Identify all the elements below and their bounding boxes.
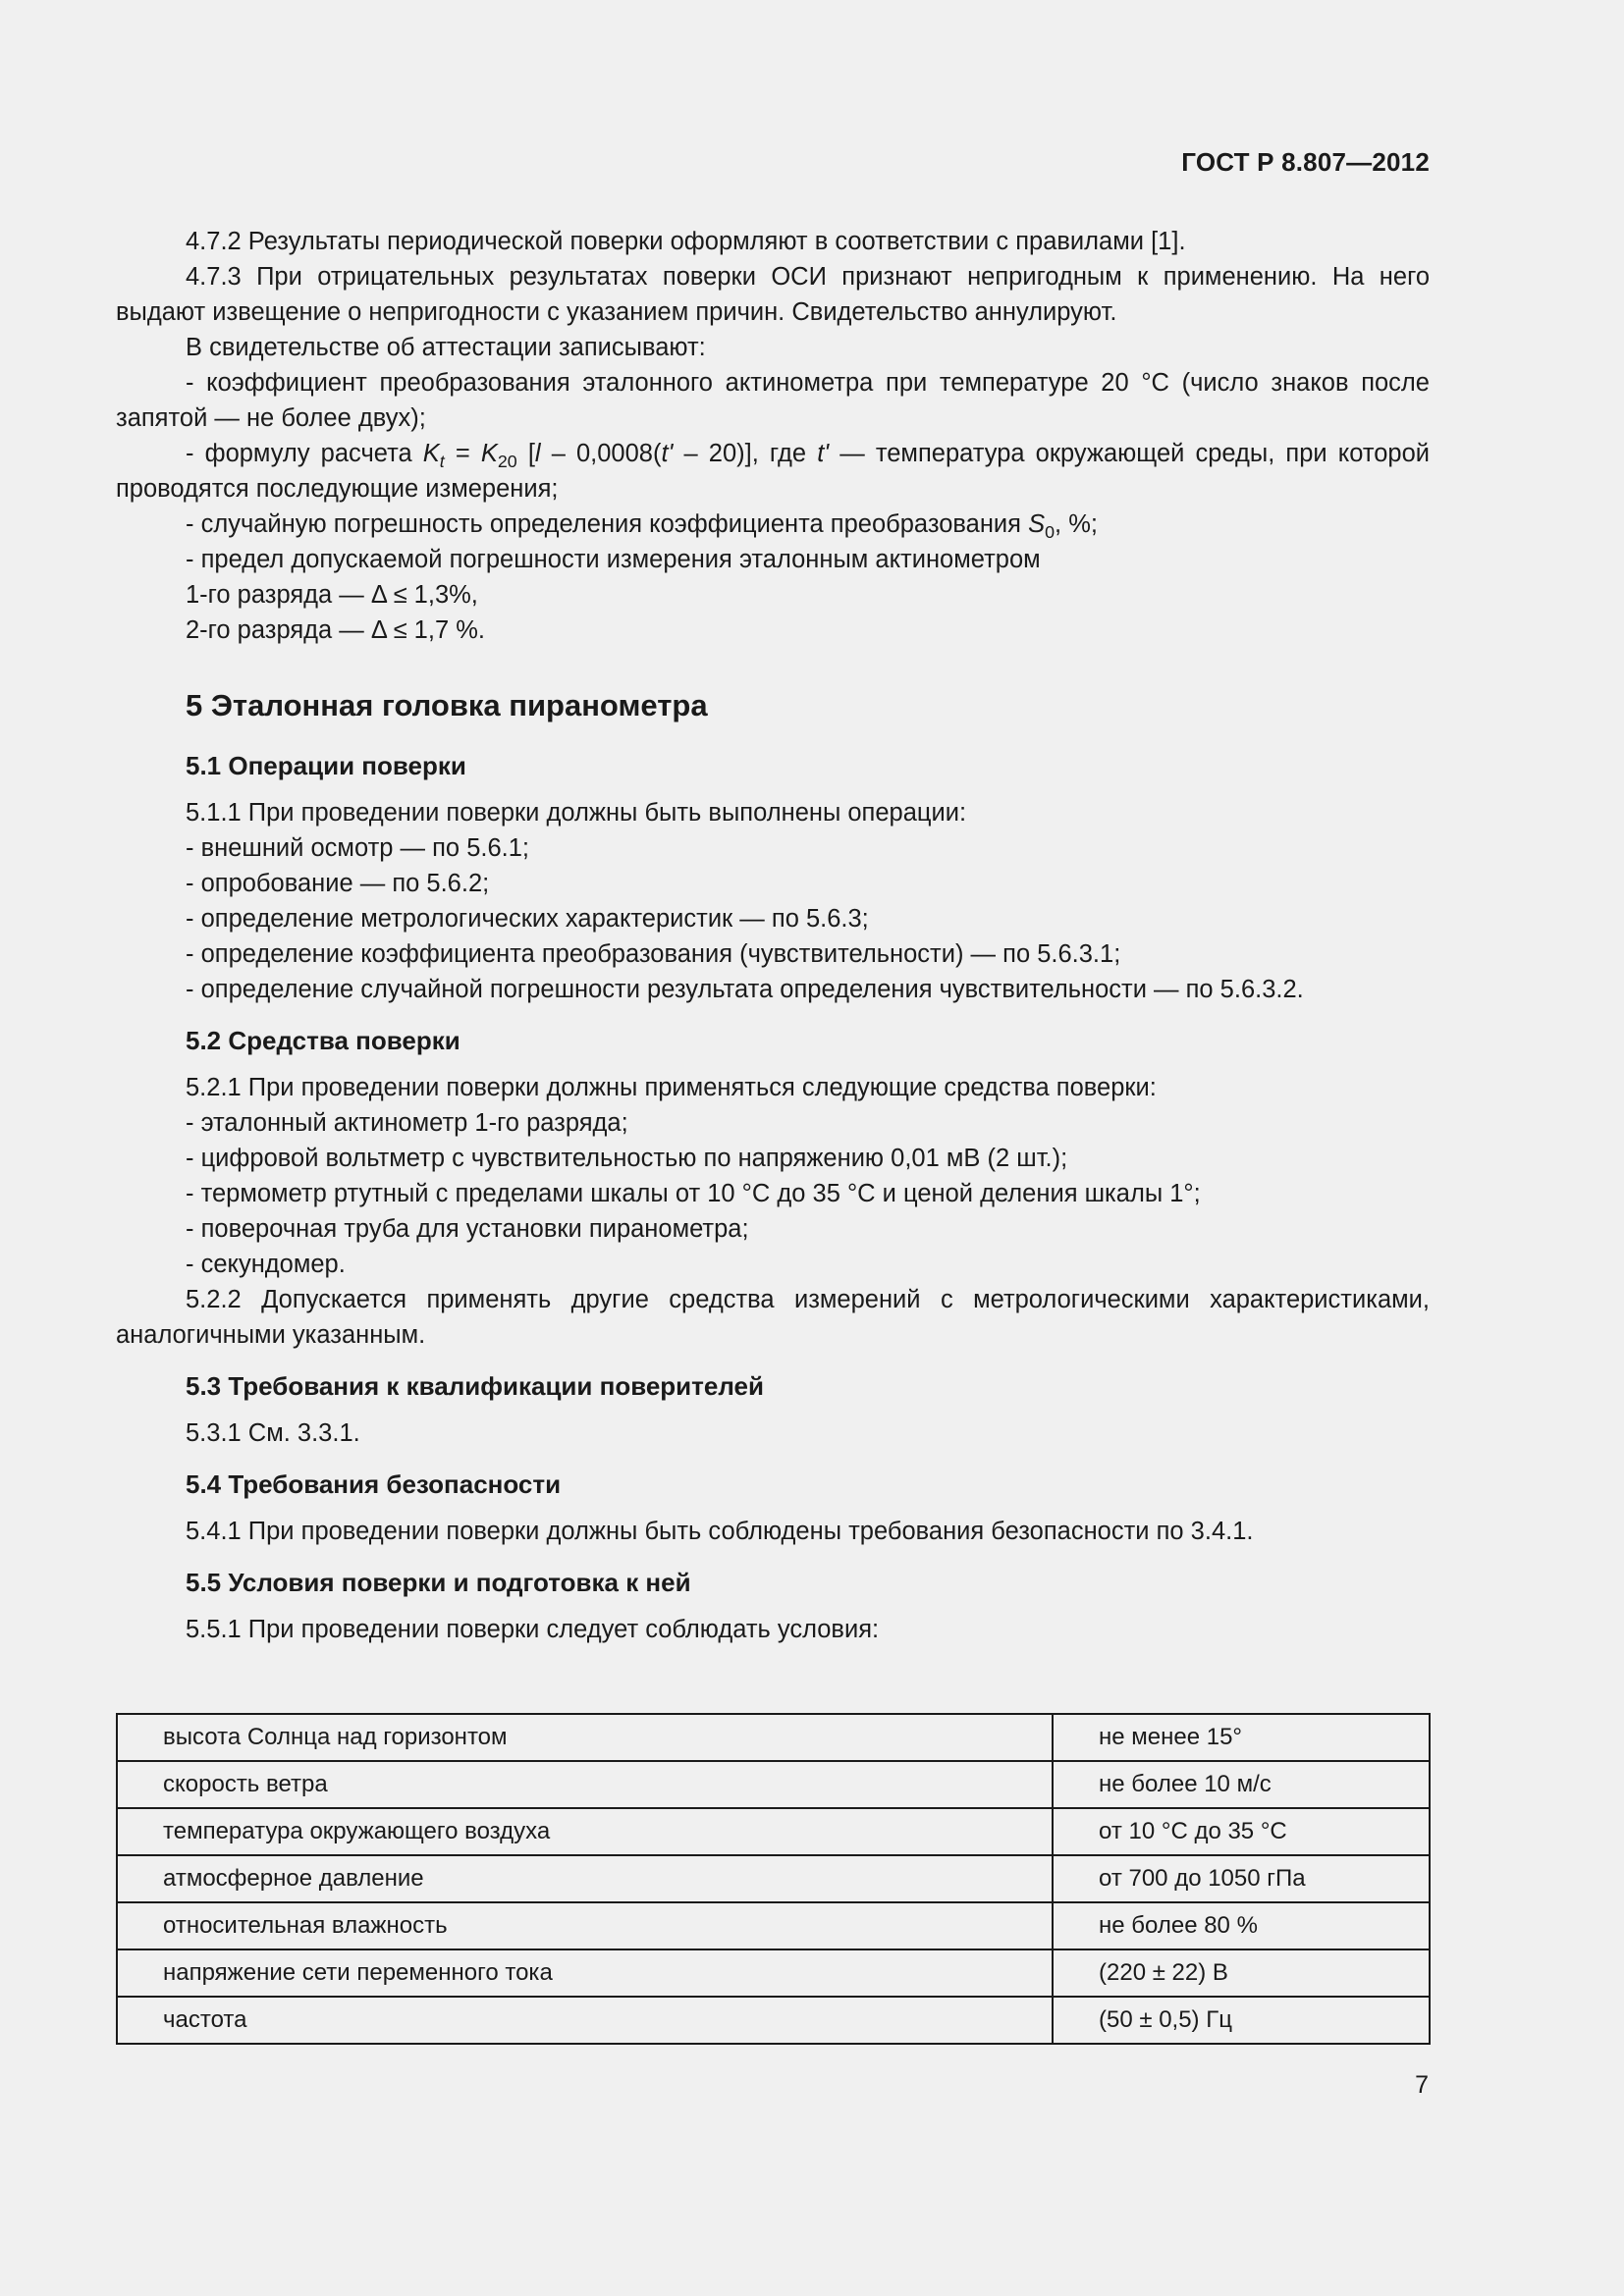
- condition-param: частота: [117, 1997, 1053, 2044]
- list-item: - определение коэффициента преобразования (чувствительности) — по 5.6.3.1;: [186, 940, 1121, 968]
- table-row: [117, 1761, 1430, 1808]
- paragraph-4-7-3: 4.7.3 При отрицательных результатах поверки ОСИ признают непригодным к применению. На него выдают извещение о непригодности с указанием причин. Свидетельство аннулируют.: [116, 263, 1430, 326]
- conditions-table: [116, 1713, 1431, 2045]
- condition-param: атмосферное давление: [117, 1855, 1053, 1902]
- condition-value: не менее 15°: [1053, 1714, 1430, 1761]
- list-item: - предел допускаемой погрешности измерения эталонным актинометром: [186, 546, 1041, 573]
- section-5-2-heading: 5.2 Средства поверки: [186, 1026, 460, 1055]
- section-5-5-heading: 5.5 Условия поверки и подготовка к ней: [186, 1568, 691, 1597]
- paragraph-4-7-2: 4.7.2 Результаты периодической поверки оформляют в соответствии с правилами [1].: [186, 228, 1186, 255]
- list-item: - эталонный актинометр 1-го разряда;: [186, 1109, 628, 1137]
- list-item: - определение метрологических характеристик — по 5.6.3;: [186, 905, 869, 933]
- list-item-formula: - формулу расчета $K_t = K_{20}$ [l – 0,0008(t' – 20)], где t' — температура окружающей среды, при которой проводятся последующие измерения;: [116, 440, 1431, 503]
- list-item: 2-го разряда — Δ ≤ 1,7 %.: [186, 616, 485, 644]
- section-5-4-heading: 5.4 Требования безопасности: [186, 1469, 562, 1499]
- condition-value: не более 10 м/с: [1053, 1761, 1430, 1808]
- list-item: - опробование — по 5.6.2;: [186, 870, 490, 897]
- list-item: - поверочная труба для установки пиранометра;: [186, 1215, 749, 1243]
- condition-param: скорость ветра: [117, 1761, 1053, 1808]
- table-row: [117, 1902, 1430, 1949]
- condition-value: (220 ± 22) В: [1053, 1949, 1430, 1997]
- condition-value: (50 ± 0,5) Гц: [1053, 1997, 1430, 2044]
- list-item: - термометр ртутный с пределами шкалы от 10 °С до 35 °С и ценой деления шкалы 1°;: [186, 1180, 1201, 1207]
- list-item: - цифровой вольтметр с чувствительностью по напряжению 0,01 мВ (2 шт.);: [186, 1145, 1068, 1172]
- table-row: [117, 1855, 1430, 1902]
- list-item: - коэффициент преобразования эталонного актинометра при температуре 20 °С (число знаков после запятой — не более двух);: [116, 369, 1430, 432]
- paragraph-5-2-2: 5.2.2 Допускается применять другие средства измерений с метрологическими характеристиками, аналогичными указанным.: [116, 1286, 1430, 1349]
- condition-value: не более 80 %: [1053, 1902, 1430, 1949]
- table-row: [117, 1949, 1430, 1997]
- paragraph-5-3-1: 5.3.1 См. 3.3.1.: [186, 1419, 360, 1447]
- section-5-3-heading: 5.3 Требования к квалификации поверителей: [186, 1371, 764, 1401]
- paragraph-5-5-1: 5.5.1 При проведении поверки следует соблюдать условия:: [186, 1616, 880, 1643]
- section-5-heading: 5 Эталонная головка пиранометра: [186, 688, 708, 722]
- page-number: 7: [1415, 2071, 1429, 2099]
- paragraph-certificate: В свидетельстве об аттестации записывают:: [186, 334, 706, 361]
- condition-param: высота Солнца над горизонтом: [117, 1714, 1053, 1761]
- list-item: - внешний осмотр — по 5.6.1;: [186, 834, 529, 862]
- list-item: - секундомер.: [186, 1251, 346, 1278]
- condition-param: относительная влажность: [117, 1902, 1053, 1949]
- table-row: [117, 1714, 1430, 1761]
- condition-value: от 700 до 1050 гПа: [1053, 1855, 1430, 1902]
- paragraph-5-1-1: 5.1.1 При проведении поверки должны быть выполнены операции:: [186, 799, 967, 827]
- condition-param: температура окружающего воздуха: [117, 1808, 1053, 1855]
- list-item: 1-го разряда — Δ ≤ 1,3%,: [186, 581, 478, 609]
- table-row: [117, 1808, 1430, 1855]
- list-item-random-error: - случайную погрешность определения коэффициента преобразования $S_0$, %;: [186, 510, 1098, 542]
- paragraph-5-2-1: 5.2.1 При проведении поверки должны применяться следующие средства поверки:: [186, 1074, 1157, 1101]
- table-row: [117, 1997, 1430, 2044]
- doc-code-header: ГОСТ Р 8.807—2012: [1181, 147, 1430, 177]
- paragraph-5-4-1: 5.4.1 При проведении поверки должны быть соблюдены требования безопасности по 3.4.1.: [186, 1518, 1254, 1545]
- condition-param: напряжение сети переменного тока: [117, 1949, 1053, 1997]
- section-5-1-heading: 5.1 Операции поверки: [186, 751, 466, 780]
- list-item: - определение случайной погрешности результата определения чувствительности — по 5.6.3.2.: [186, 976, 1304, 1003]
- condition-value: от 10 °С до 35 °С: [1053, 1808, 1430, 1855]
- page-content: [116, 224, 1430, 1647]
